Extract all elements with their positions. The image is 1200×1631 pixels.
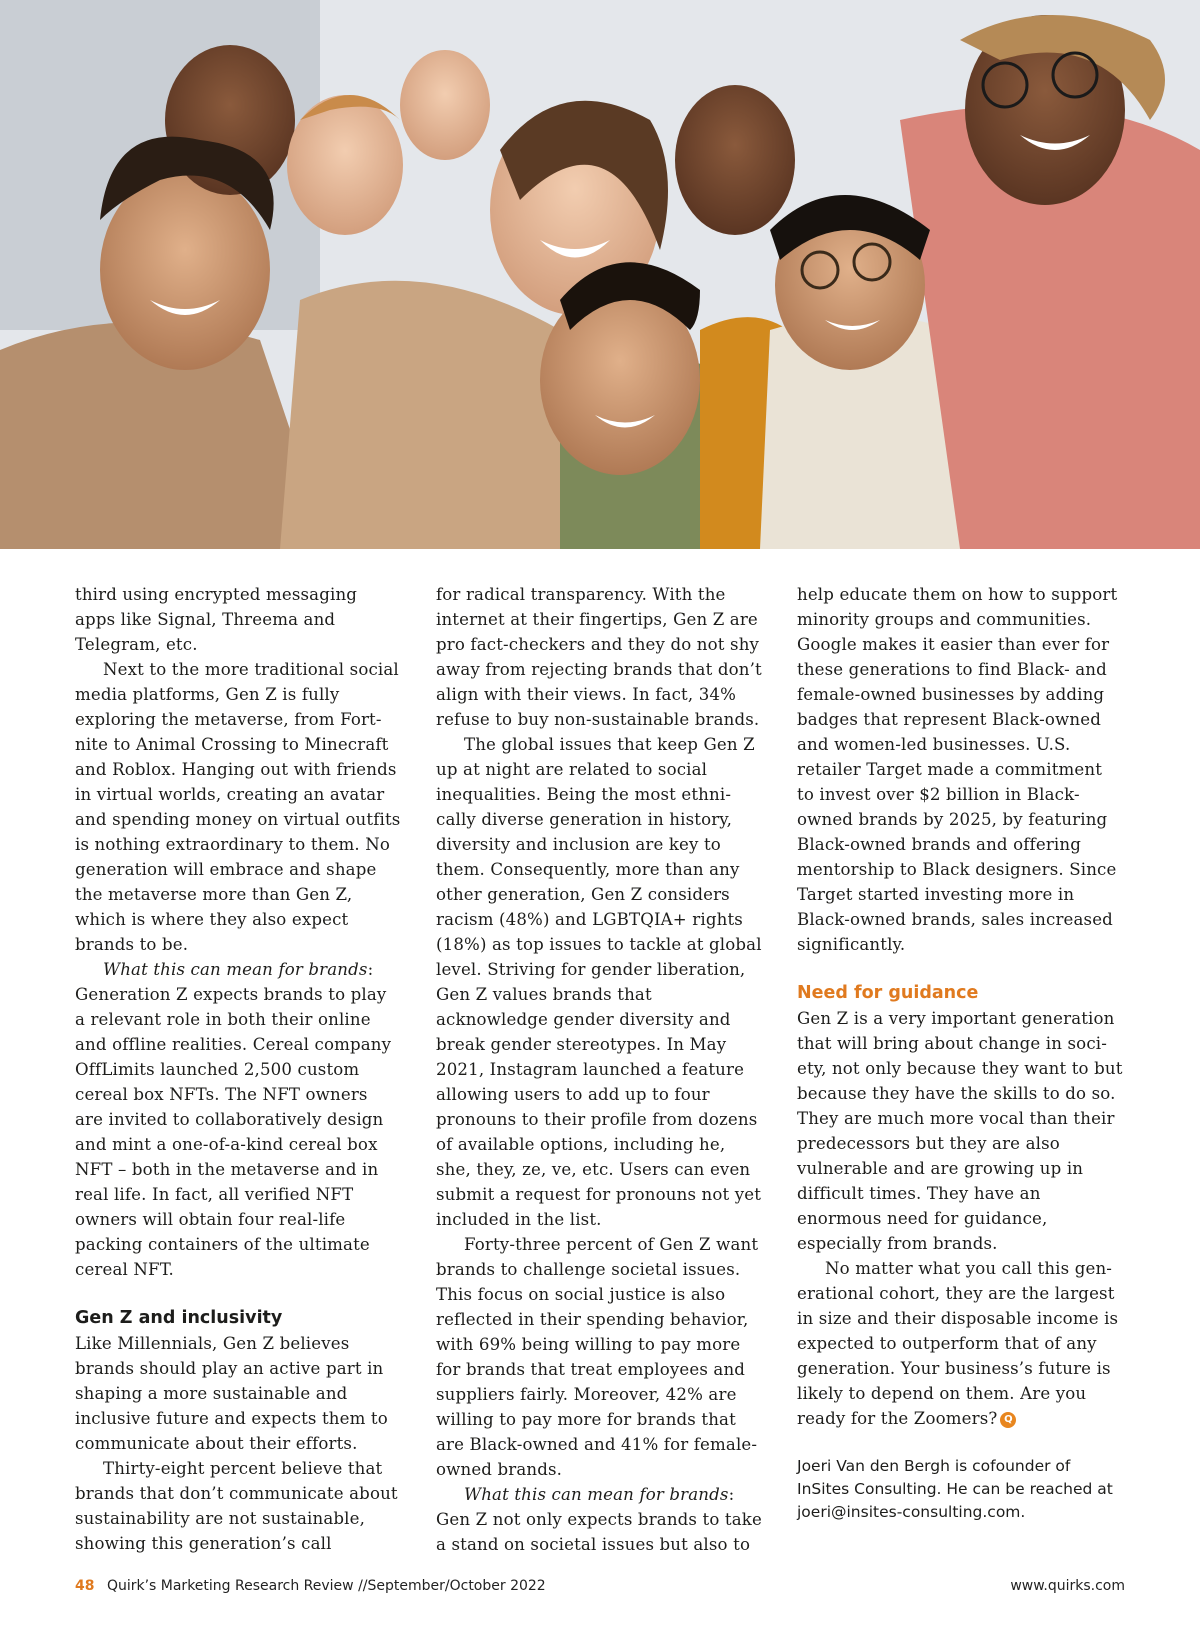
paragraph: Forty-three percent of Gen Z want brands to challenge societal issues. This focus on social justice is also reflected in their spending behavior, with 69% being willing to pay more for brands that treat employees and suppliers fairly. Moreover, 42% are willing to pay more for brands that are Black-owned and 41% for female-owned brands. xyxy=(436,1235,759,1479)
paragraph: Like Millennials, Gen Z believes brands should play an active part in shaping a more sustainable and inclusive future and expects them to communicate about their efforts. xyxy=(75,1334,388,1453)
website-link[interactable]: www.quirks.com xyxy=(1010,1578,1125,1594)
paragraph: Thirty-eight percent believe that brands that don’t communicate about sustainability are not sustainable, showing this generation’s call xyxy=(75,1459,398,1553)
paragraph-text: No matter what you call this generational cohort, they are the largest in size and their disposable income is expected to outperform that of any generation. Your business’s future is likely to depend on them. Are you ready for the Zoomers? xyxy=(797,1259,1119,1428)
paragraph: for radical transparency. With the internet at their fingertips, Gen Z are pro fact-checkers and they do not shy away from rejecting brands that don’t align with their views. In fact, 34% refuse to buy non-sustainable brands. xyxy=(436,585,762,729)
paragraph: Next to the more traditional social media platforms, Gen Z is fully exploring the metaverse, from Fortnite to Animal Crossing to Minecraft and Roblox. Hanging out with friends in virtual worlds, creating an avatar and spending money on virtual outfits is nothing extraordinary to them. No generation will embrace and shape the metaverse more than Gen Z, which is where they also expect brands to be. xyxy=(75,660,401,954)
group-selfie-photo-icon xyxy=(0,0,1200,549)
paragraph xyxy=(436,1482,762,1557)
paragraph: third using encrypted messaging apps like Signal, Threema and Telegram, etc. xyxy=(75,585,358,654)
column-3 xyxy=(797,582,1123,1524)
paragraph: Gen Z is a very important generation that will bring about change in society, not only because they want to but because they have the skills to do so. They are much more vocal than their predecessors but they are also vulnerable and are growing up in difficult times. They have an enormous need for guidance, especially from brands. xyxy=(797,1009,1123,1253)
publication-info: Quirk’s Marketing Research Review //September/October 2022 xyxy=(106,1578,546,1594)
italic-lead: What this can mean for brands xyxy=(103,960,368,979)
paragraph: The global issues that keep Gen Z up at night are related to social inequalities. Being the most ethnically diverse generation in history, diversity and inclusion are key to them. Consequently, more than any other generation, Gen Z considers racism (48%) and LGBTQIA+ rights (18%) as top issues to tackle at global level. Striving for gender liberation, Gen Z values brands that acknowledge gender diversity and break gender stereotypes. In May 2021, Instagram launched a feature allowing users to add up to four pronouns to their profile from dozens of available options, including he, she, they, ze, ve, etc. Users can even submit a request for pronouns not yet included in the list. xyxy=(436,735,762,1229)
section-heading: Need for guidance xyxy=(797,983,979,1003)
section-heading: Gen Z and inclusivity xyxy=(75,1308,283,1328)
paragraph-text: : Gen Z not only expects brands to take a stand on societal issues but also to xyxy=(436,1485,762,1554)
paragraph: help educate them on how to support minority groups and communities. Google makes it easier than ever for these generations to find Black- and female-owned businesses by adding badges that represent Black-owned and women-led businesses. U.S. retailer Target made a commitment to invest over $2 billion in Black-owned brands by 2025, by featuring Black-owned brands and offering mentorship to Black designers. Since Target started investing more in Black-owned brands, sales increased significantly. xyxy=(797,585,1118,954)
column-1 xyxy=(75,582,401,1556)
column-2 xyxy=(436,582,762,1557)
hero-photo xyxy=(0,0,1200,549)
italic-lead: What this can mean for brands xyxy=(464,1485,729,1504)
paragraph xyxy=(797,1256,1123,1431)
author-bio: Joeri Van den Bergh is cofounder of InSites Consulting. He can be reached at joeri@insites-consulting.com. xyxy=(797,1457,1113,1521)
quirks-end-mark-icon: Q xyxy=(1000,1412,1016,1428)
paragraph xyxy=(75,957,401,1282)
page-number: 48 xyxy=(75,1578,95,1594)
page-footer xyxy=(75,1574,1125,1598)
paragraph-text: : Generation Z expects brands to play a relevant role in both their online and offline realities. Cereal company OffLimits launched 2,500 custom cereal box NFTs. The NFT owners are invited to collaboratively design and mint a one-of-a-kind cereal box NFT – both in the metaverse and in real life. In fact, all verified NFT owners will obtain four real-life packing containers of the ultimate cereal NFT. xyxy=(75,960,392,1279)
